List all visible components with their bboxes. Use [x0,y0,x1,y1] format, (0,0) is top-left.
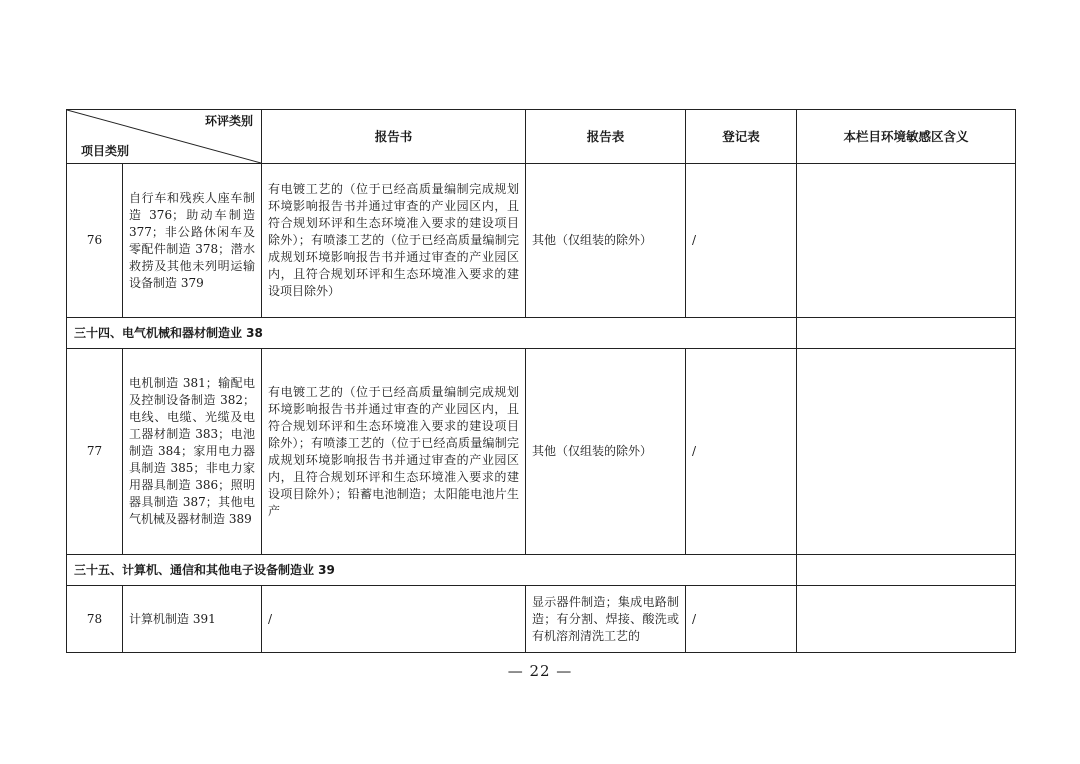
sensitive-area-cell [797,164,1016,318]
environmental-category-table [66,109,1016,653]
section-row [67,555,1016,586]
section-row [67,318,1016,349]
report-form-cell: 其他（仅组装的除外） [526,164,686,318]
table-row [67,586,1016,653]
table-header-row [67,110,1016,164]
sensitive-area-cell [797,586,1016,653]
sensitive-area-cell [797,349,1016,555]
section-empty-cell [797,318,1016,349]
header-eia-category: 环评类别 [204,114,253,128]
report-book-cell: / [262,586,526,653]
register-form-cell: / [686,164,797,318]
register-form-cell: / [686,349,797,555]
report-book-cell: 有电镀工艺的（位于已经高质量编制完成规划环境影响报告书并通过审查的产业园区内，且符合规划环评和生态环境准入要求的建设项目除外）；有喷漆工艺的（位于已经高质量编制完成规划环境影响报告书并通过审查的产业园区内，且符合规划环评和生态环境准入要求的建设项目除外）；铅蓄电池制造；太阳能电池片生产 [262,349,526,555]
project-category: 计算机制造 391 [123,586,262,653]
row-number: 77 [67,349,123,555]
project-category: 自行车和残疾人座车制造 376；助动车制造 377；非公路休闲车及零配件制造 378；潜水救捞及其他未列明运输设备制造 379 [123,164,262,318]
table-row [67,164,1016,318]
table-row [67,349,1016,555]
section-title: 三十四、电气机械和器材制造业 38 [67,318,797,349]
header-report-form: 报告表 [526,110,686,164]
header-register-form: 登记表 [686,110,797,164]
page-number: — 22 — [507,662,573,680]
header-report-book: 报告书 [262,110,526,164]
section-title: 三十五、计算机、通信和其他电子设备制造业 39 [67,555,797,586]
row-number: 76 [67,164,123,318]
report-form-cell: 其他（仅组装的除外） [526,349,686,555]
report-form-cell: 显示器件制造；集成电路制造；有分割、焊接、酸洗或有机溶剂清洗工艺的 [526,586,686,653]
row-number: 78 [67,586,123,653]
project-category: 电机制造 381；输配电及控制设备制造 382；电线、电缆、光缆及电工器材制造 383；电池制造 384；家用电力器具制造 385；非电力家用器具制造 386；照明器具制造 387；其他电气机械及器材制造 389 [123,349,262,555]
header-sensitive-area: 本栏目环境敏感区含义 [797,110,1016,164]
header-project-category: 项目类别 [81,144,130,158]
report-book-cell: 有电镀工艺的（位于已经高质量编制完成规划环境影响报告书并通过审查的产业园区内，且符合规划环评和生态环境准入要求的建设项目除外）；有喷漆工艺的（位于已经高质量编制完成规划环境影响报告书并通过审查的产业园区内，且符合规划环评和生态环境准入要求的建设项目除外） [262,164,526,318]
diagonal-header-cell [67,110,262,164]
section-empty-cell [797,555,1016,586]
register-form-cell: / [686,586,797,653]
